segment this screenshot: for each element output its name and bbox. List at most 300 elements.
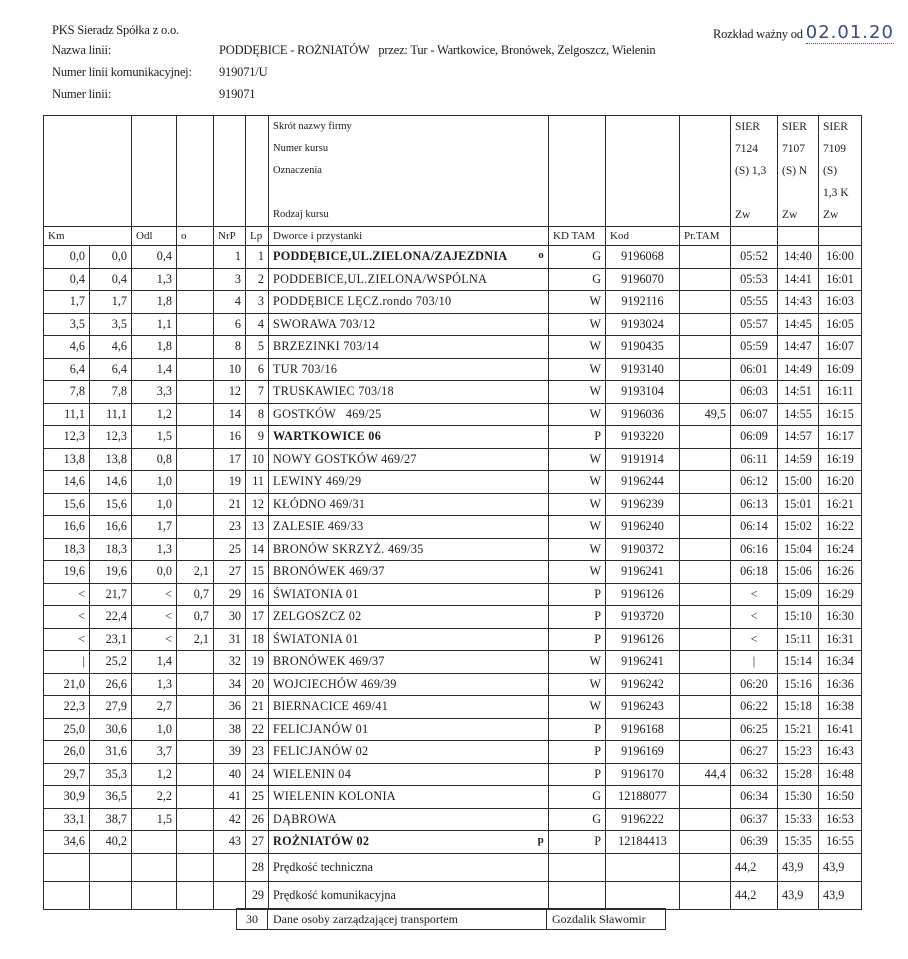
pr-tam	[680, 628, 731, 651]
detour-distance	[177, 313, 214, 336]
departure-time-2: 14:55	[778, 403, 819, 426]
col-lp: Lp	[246, 227, 269, 246]
departure-time-2: 15:09	[778, 583, 819, 606]
stop-nrp: 19	[214, 471, 246, 494]
empty-cell	[549, 853, 606, 881]
detour-distance	[177, 808, 214, 831]
col-stops: Dworce i przystanki	[269, 227, 549, 246]
distance: 1,4	[132, 651, 177, 674]
stop-nrp: 4	[214, 291, 246, 314]
km-route: 27,9	[90, 696, 132, 719]
stop-name	[269, 696, 549, 719]
stop-code: 9196068	[606, 246, 680, 269]
company-name: PKS Sieradz Spółka z o.o.	[52, 23, 179, 37]
pr-tam	[680, 696, 731, 719]
col-odl: Odl	[132, 227, 177, 246]
departure-time-3: 16:05	[819, 313, 862, 336]
stop-name	[269, 516, 549, 539]
km-route: 14,6	[90, 471, 132, 494]
departure-time-2: 14:45	[778, 313, 819, 336]
valid-from-date: 02.01.20	[805, 22, 894, 43]
stop-name-text: ZELGOSZCZ 02	[273, 609, 362, 624]
stop-name	[269, 673, 549, 696]
distance: 1,8	[132, 336, 177, 359]
departure-time-2: 15:00	[778, 471, 819, 494]
pr-tam: 49,5	[680, 403, 731, 426]
stop-code: 9193720	[606, 606, 680, 629]
table-row	[44, 448, 862, 471]
stop-name	[269, 831, 549, 854]
departure-time-3: 16:03	[819, 291, 862, 314]
transport-manager-box	[236, 908, 666, 930]
km-cumulative: 29,7	[44, 763, 90, 786]
line-number-label: Numer linii:	[52, 87, 112, 101]
stop-lp: 13	[246, 516, 269, 539]
distance: 0,8	[132, 448, 177, 471]
departure-time-1: 06:18	[731, 561, 778, 584]
kd-tam: W	[549, 471, 606, 494]
detour-distance	[177, 718, 214, 741]
km-cumulative: 22,3	[44, 696, 90, 719]
stop-name	[269, 651, 549, 674]
distance: 1,8	[132, 291, 177, 314]
pr-tam	[680, 493, 731, 516]
detour-distance	[177, 786, 214, 809]
col-pr-tam: Pr.TAM	[680, 227, 731, 246]
departure-time-1: 05:59	[731, 336, 778, 359]
comm-number-value: 919071/U	[219, 65, 268, 79]
stop-name-text: WIELENIN 04	[273, 766, 352, 781]
summary-value-3: 43,9	[819, 853, 862, 881]
detour-distance	[177, 358, 214, 381]
stop-name-text: TUR 703/16	[273, 361, 338, 376]
kd-tam: W	[549, 538, 606, 561]
departure-time-2: 15:18	[778, 696, 819, 719]
departure-time-1: 06:14	[731, 516, 778, 539]
stop-lp: 1	[246, 246, 269, 269]
table-row	[44, 651, 862, 674]
stop-nrp: 25	[214, 538, 246, 561]
pr-tam	[680, 786, 731, 809]
distance: <	[132, 628, 177, 651]
stop-name	[269, 628, 549, 651]
km-cumulative: 7,8	[44, 381, 90, 404]
departure-time-3: 16:29	[819, 583, 862, 606]
table-row	[44, 313, 862, 336]
column-header-row	[44, 227, 862, 246]
stop-name	[269, 381, 549, 404]
detour-distance	[177, 426, 214, 449]
departure-time-2: 15:04	[778, 538, 819, 561]
departure-time-2: 15:28	[778, 763, 819, 786]
stop-name	[269, 606, 549, 629]
km-route: 11,1	[90, 403, 132, 426]
stop-nrp: 32	[214, 651, 246, 674]
course-header-3: SIER 7109 (S) 1,3 K Zw	[819, 116, 862, 227]
km-route: 38,7	[90, 808, 132, 831]
departure-time-1: 06:25	[731, 718, 778, 741]
empty-cell	[177, 881, 214, 909]
stop-lp: 21	[246, 696, 269, 719]
table-row	[44, 561, 862, 584]
km-route: 15,6	[90, 493, 132, 516]
km-route: 7,8	[90, 381, 132, 404]
departure-time-1: 05:52	[731, 246, 778, 269]
distance: 0,4	[132, 246, 177, 269]
kd-tam: G	[549, 808, 606, 831]
empty-cell	[606, 881, 680, 909]
stop-lp: 24	[246, 763, 269, 786]
detour-distance	[177, 763, 214, 786]
distance: 3,3	[132, 381, 177, 404]
summary-value-2: 43,9	[778, 853, 819, 881]
departure-time-1: 06:32	[731, 763, 778, 786]
table-row	[44, 358, 862, 381]
detour-distance	[177, 336, 214, 359]
departure-time-2: 14:41	[778, 268, 819, 291]
stop-name	[269, 718, 549, 741]
stop-name	[269, 358, 549, 381]
table-row	[44, 403, 862, 426]
departure-time-1: 06:22	[731, 696, 778, 719]
pr-tam	[680, 718, 731, 741]
stop-nrp: 27	[214, 561, 246, 584]
distance: 1,2	[132, 403, 177, 426]
km-route: 26,6	[90, 673, 132, 696]
summary-value-2: 43,9	[778, 881, 819, 909]
empty-cell	[680, 881, 731, 909]
departure-time-2: 15:30	[778, 786, 819, 809]
stop-code: 9196070	[606, 268, 680, 291]
stop-lp: 8	[246, 403, 269, 426]
departure-time-1: <	[731, 583, 778, 606]
stop-lp: 6	[246, 358, 269, 381]
km-cumulative: 4,6	[44, 336, 90, 359]
distance: 1,0	[132, 718, 177, 741]
footer-lp: 30	[237, 909, 268, 930]
departure-time-2: 15:33	[778, 808, 819, 831]
departure-time-3: 16:00	[819, 246, 862, 269]
km-route: 36,5	[90, 786, 132, 809]
stop-nrp: 12	[214, 381, 246, 404]
stop-code: 9196239	[606, 493, 680, 516]
stop-code: 9190372	[606, 538, 680, 561]
km-route: 31,6	[90, 741, 132, 764]
table-row	[44, 381, 862, 404]
stop-name-text: BRONÓWEK 469/37	[273, 654, 385, 669]
stop-name	[269, 426, 549, 449]
departure-time-1: 06:12	[731, 471, 778, 494]
course-header-1: SIER 7124 (S) 1,3 Zw	[731, 116, 778, 227]
departure-time-2: 15:10	[778, 606, 819, 629]
detour-distance	[177, 741, 214, 764]
stop-name-text: ROŻNIATÓW 02	[273, 834, 370, 849]
detour-distance: 2,1	[177, 561, 214, 584]
departure-time-1: <	[731, 606, 778, 629]
kd-tam: P	[549, 763, 606, 786]
km-cumulative: 26,0	[44, 741, 90, 764]
kd-tam: W	[549, 493, 606, 516]
departure-time-2: 15:06	[778, 561, 819, 584]
departure-time-3: 16:55	[819, 831, 862, 854]
distance: 2,2	[132, 786, 177, 809]
detour-distance	[177, 246, 214, 269]
stop-lp: 26	[246, 808, 269, 831]
table-row	[44, 268, 862, 291]
stop-name-text: ZALESIE 469/33	[273, 519, 364, 534]
distance: 1,0	[132, 471, 177, 494]
departure-time-1: 06:03	[731, 381, 778, 404]
kd-tam: P	[549, 628, 606, 651]
stop-flag: p	[537, 834, 544, 847]
distance: 1,0	[132, 493, 177, 516]
km-route: 35,3	[90, 763, 132, 786]
stop-nrp: 3	[214, 268, 246, 291]
departure-time-2: 15:21	[778, 718, 819, 741]
stop-name-text: WOJCIECHÓW 469/39	[273, 676, 397, 691]
stop-code: 9193104	[606, 381, 680, 404]
distance: 0,0	[132, 561, 177, 584]
pr-tam	[680, 538, 731, 561]
stop-lp: 7	[246, 381, 269, 404]
table-row	[44, 808, 862, 831]
pr-tam	[680, 358, 731, 381]
stop-lp: 12	[246, 493, 269, 516]
stop-code: 9196169	[606, 741, 680, 764]
departure-time-1: 06:01	[731, 358, 778, 381]
stop-nrp: 1	[214, 246, 246, 269]
departure-time-2: 15:11	[778, 628, 819, 651]
summary-lp: 29	[246, 881, 269, 909]
col-o: o	[177, 227, 214, 246]
stop-code: 9193140	[606, 358, 680, 381]
stop-nrp: 17	[214, 448, 246, 471]
stop-nrp: 8	[214, 336, 246, 359]
empty-cell	[44, 853, 90, 881]
departure-time-1: 06:16	[731, 538, 778, 561]
stop-nrp: 21	[214, 493, 246, 516]
departure-time-1: 05:53	[731, 268, 778, 291]
stop-code: 9196170	[606, 763, 680, 786]
departure-time-3: 16:20	[819, 471, 862, 494]
kd-tam: W	[549, 516, 606, 539]
stop-name-text: PODDĘBICE LĘCZ.rondo 703/10	[273, 294, 452, 309]
departure-time-1: 06:11	[731, 448, 778, 471]
table-row	[44, 583, 862, 606]
km-cumulative: 3,5	[44, 313, 90, 336]
pr-tam	[680, 448, 731, 471]
stop-code: 9196241	[606, 651, 680, 674]
departure-time-2: 15:23	[778, 741, 819, 764]
stop-name	[269, 336, 549, 359]
stop-name-text: TRUSKAWIEC 703/18	[273, 384, 394, 399]
empty-cell	[214, 853, 246, 881]
stop-nrp: 6	[214, 313, 246, 336]
table-row	[44, 628, 862, 651]
stop-flag: o	[538, 249, 544, 262]
table-row	[44, 741, 862, 764]
stop-name	[269, 291, 549, 314]
empty-cell	[90, 881, 132, 909]
kd-tam: W	[549, 358, 606, 381]
km-route: 12,3	[90, 426, 132, 449]
km-route: 19,6	[90, 561, 132, 584]
table-row	[44, 516, 862, 539]
empty-cell	[132, 853, 177, 881]
km-route: 21,7	[90, 583, 132, 606]
comm-number-label: Numer linii komunikacyjnej:	[52, 65, 192, 79]
summary-row	[44, 881, 862, 909]
summary-label: Prędkość komunikacyjna	[269, 881, 549, 909]
distance: 1,3	[132, 673, 177, 696]
pr-tam: 44,4	[680, 763, 731, 786]
pr-tam	[680, 741, 731, 764]
stop-nrp: 16	[214, 426, 246, 449]
departure-time-2: 14:59	[778, 448, 819, 471]
km-cumulative: 19,6	[44, 561, 90, 584]
km-cumulative: 0,0	[44, 246, 90, 269]
table-row	[44, 471, 862, 494]
detour-distance	[177, 291, 214, 314]
departure-time-3: 16:41	[819, 718, 862, 741]
departure-time-2: 14:43	[778, 291, 819, 314]
km-cumulative: 11,1	[44, 403, 90, 426]
stop-nrp: 36	[214, 696, 246, 719]
km-cumulative: 18,3	[44, 538, 90, 561]
pr-tam	[680, 336, 731, 359]
stop-lp: 18	[246, 628, 269, 651]
km-route: 30,6	[90, 718, 132, 741]
empty-cell	[90, 853, 132, 881]
stop-lp: 10	[246, 448, 269, 471]
pr-tam	[680, 606, 731, 629]
kd-tam: W	[549, 561, 606, 584]
stop-code: 9196240	[606, 516, 680, 539]
stop-name-text: KŁÓDNO 469/31	[273, 496, 366, 511]
stop-lp: 25	[246, 786, 269, 809]
stop-name	[269, 538, 549, 561]
km-cumulative: 12,3	[44, 426, 90, 449]
table-row	[44, 336, 862, 359]
col-kod: Kod	[606, 227, 680, 246]
stop-name-text: SWORAWA 703/12	[273, 316, 376, 331]
km-route: 22,4	[90, 606, 132, 629]
stop-name-text: FELICJANÓW 01	[273, 721, 369, 736]
stop-nrp: 10	[214, 358, 246, 381]
stop-code: 9190435	[606, 336, 680, 359]
stop-name	[269, 448, 549, 471]
stop-nrp: 23	[214, 516, 246, 539]
detour-distance	[177, 471, 214, 494]
detour-distance	[177, 516, 214, 539]
empty-cell	[177, 853, 214, 881]
stop-name	[269, 763, 549, 786]
empty-cell	[214, 881, 246, 909]
pr-tam	[680, 426, 731, 449]
course-meta-row	[44, 116, 862, 227]
stop-lp: 3	[246, 291, 269, 314]
stop-name-text: PODDEBICE,UL.ZIELONA/WSPÓLNA	[273, 271, 488, 286]
distance: <	[132, 583, 177, 606]
km-route: 1,7	[90, 291, 132, 314]
km-cumulative: 30,9	[44, 786, 90, 809]
km-route: 18,3	[90, 538, 132, 561]
detour-distance: 2,1	[177, 628, 214, 651]
km-route: 23,1	[90, 628, 132, 651]
kd-tam: W	[549, 336, 606, 359]
km-cumulative: 34,6	[44, 831, 90, 854]
table-row	[44, 606, 862, 629]
stop-nrp: 38	[214, 718, 246, 741]
detour-distance	[177, 831, 214, 854]
stop-name-text: FELICJANÓW 02	[273, 744, 369, 759]
kd-tam: W	[549, 651, 606, 674]
summary-row	[44, 853, 862, 881]
km-route: 40,2	[90, 831, 132, 854]
table-row	[44, 673, 862, 696]
summary-value-1: 44,2	[731, 881, 778, 909]
stop-lp: 17	[246, 606, 269, 629]
pr-tam	[680, 313, 731, 336]
stop-nrp: 31	[214, 628, 246, 651]
km-cumulative: 15,6	[44, 493, 90, 516]
stop-nrp: 42	[214, 808, 246, 831]
distance: 1,3	[132, 268, 177, 291]
km-cumulative: 33,1	[44, 808, 90, 831]
stop-code: 12184413	[606, 831, 680, 854]
detour-distance	[177, 403, 214, 426]
empty-cell	[680, 853, 731, 881]
departure-time-1: 06:07	[731, 403, 778, 426]
distance: 1,2	[132, 763, 177, 786]
departure-time-2: 15:35	[778, 831, 819, 854]
stop-name	[269, 741, 549, 764]
stop-name	[269, 561, 549, 584]
kd-tam: W	[549, 403, 606, 426]
stop-name	[269, 786, 549, 809]
stop-code: 9196244	[606, 471, 680, 494]
stop-name	[269, 403, 549, 426]
departure-time-2: 14:51	[778, 381, 819, 404]
detour-distance	[177, 651, 214, 674]
km-route: 4,6	[90, 336, 132, 359]
table-row	[44, 538, 862, 561]
stop-name-text: BRZEZINKI 703/14	[273, 339, 380, 354]
distance: 3,7	[132, 741, 177, 764]
km-cumulative: 6,4	[44, 358, 90, 381]
departure-time-3: 16:26	[819, 561, 862, 584]
detour-distance	[177, 448, 214, 471]
departure-time-2: 14:49	[778, 358, 819, 381]
col-kd-tam: KD TAM	[549, 227, 606, 246]
stop-code: 9196036	[606, 403, 680, 426]
distance	[132, 831, 177, 854]
departure-time-2: 14:57	[778, 426, 819, 449]
departure-time-3: 16:19	[819, 448, 862, 471]
detour-distance	[177, 696, 214, 719]
stop-name-text: BRONÓW SKRZYŻ. 469/35	[273, 541, 424, 556]
stop-lp: 11	[246, 471, 269, 494]
stop-name	[269, 268, 549, 291]
stop-code: 9191914	[606, 448, 680, 471]
stop-name-text: LEWINY 469/29	[273, 474, 362, 489]
detour-distance	[177, 538, 214, 561]
stop-lp: 23	[246, 741, 269, 764]
pr-tam	[680, 673, 731, 696]
stop-name-text: NOWY GOSTKÓW 469/27	[273, 451, 417, 466]
stop-name-text: GOSTKÓW 469/25	[273, 406, 382, 421]
departure-time-2: 15:14	[778, 651, 819, 674]
